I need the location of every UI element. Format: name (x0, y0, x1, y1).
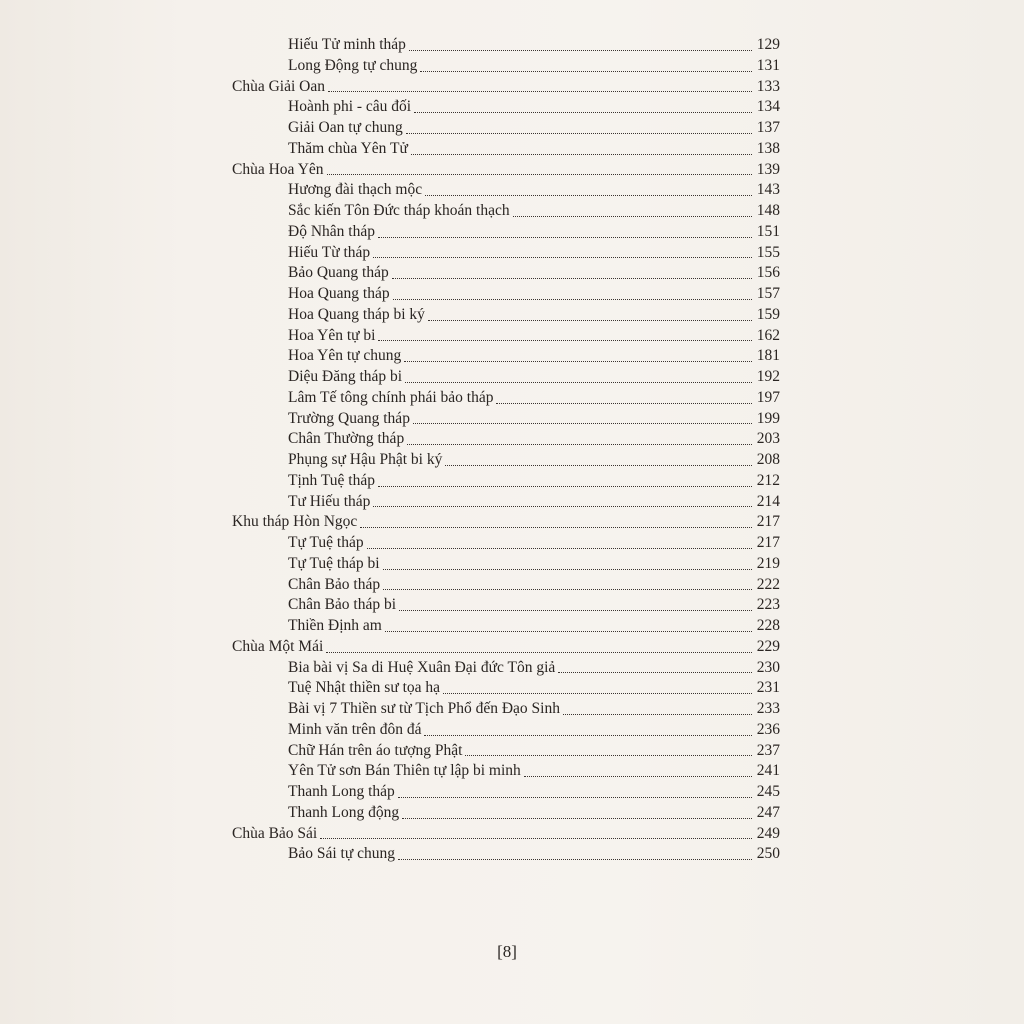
dot-leader (524, 761, 752, 782)
toc-entry-title: Hoa Quang tháp bi ký (288, 305, 425, 323)
toc-entry-page: 214 (756, 492, 780, 510)
dot-leader (558, 658, 752, 679)
toc-entry-page: 219 (756, 554, 780, 572)
toc-subentry (0, 741, 1024, 762)
toc-entry-title: Minh văn trên đôn đá (288, 720, 422, 738)
dot-leader (428, 305, 752, 326)
toc-entry-page: 236 (756, 720, 780, 738)
toc-entry-page: 129 (756, 36, 780, 53)
toc-entry-title: Thanh Long tháp (288, 783, 395, 800)
toc-entry-title: Thăm chùa Yên Tử (288, 139, 408, 157)
toc-entry-title: Hoa Yên tự bi (288, 326, 376, 344)
dot-leader (373, 243, 752, 264)
toc-entry-title: Bài vị 7 Thiền sư từ Tịch Phổ đến Đạo Sinh (288, 700, 560, 717)
toc-entry-page: 131 (756, 56, 780, 74)
toc-entry-title: Hoành phi - câu đối (288, 98, 412, 116)
toc-entry-title: Phụng sự Hậu Phật bi ký (288, 451, 443, 468)
dot-leader (383, 575, 752, 596)
dot-leader (326, 637, 752, 658)
toc-subentry (0, 803, 1024, 824)
dot-leader (378, 222, 752, 243)
toc-entry-title: Tự Tuệ tháp bi (288, 554, 380, 572)
toc-entry-page: 247 (756, 803, 780, 821)
dot-leader (328, 77, 752, 98)
dot-leader (409, 35, 752, 56)
toc-entry-page: 249 (756, 824, 780, 842)
toc-entry-title: Hương đài thạch mộc (288, 181, 423, 199)
toc-entry-page: 133 (756, 77, 780, 95)
toc-subentry (0, 326, 1024, 347)
dot-leader (378, 471, 752, 492)
toc-section-entry (0, 824, 1024, 845)
dot-leader (373, 492, 752, 513)
toc-subentry (0, 616, 1024, 637)
toc-section-entry (0, 637, 1024, 658)
dot-leader (411, 139, 752, 160)
toc-subentry (0, 388, 1024, 409)
toc-subentry (0, 595, 1024, 616)
toc-entry-page: 181 (756, 347, 780, 365)
toc-entry-page: 151 (756, 222, 780, 240)
toc-entry-page: 197 (756, 388, 780, 406)
toc-entry-page: 250 (756, 845, 780, 863)
toc-entry-title: Trường Quang tháp (288, 409, 410, 427)
toc-entry-title: Thiền Định am (288, 617, 382, 634)
toc-subentry (0, 782, 1024, 803)
toc-subentry (0, 761, 1024, 782)
toc-entry-title: Chân Bảo tháp (288, 575, 381, 593)
toc-entry-page: 223 (756, 596, 780, 614)
dot-leader (413, 409, 752, 430)
toc-entry-page: 222 (756, 575, 780, 593)
toc-subentry (0, 305, 1024, 326)
toc-entry-page: 233 (756, 700, 780, 717)
toc-entry-page: 159 (756, 305, 780, 323)
toc-entry-page: 138 (756, 139, 780, 157)
toc-subentry (0, 471, 1024, 492)
toc-subentry (0, 35, 1024, 56)
toc-entry-title: Khu tháp Hòn Ngọc (232, 513, 358, 531)
toc-section-entry (0, 77, 1024, 98)
dot-leader (420, 56, 752, 77)
toc-entry-page: 217 (756, 513, 780, 531)
toc-subentry (0, 554, 1024, 575)
toc-entry-title: Chùa Một Mái (232, 637, 324, 655)
dot-leader (378, 326, 752, 347)
toc-entry-page: 137 (756, 119, 780, 136)
dot-leader (465, 741, 752, 762)
toc-entry-title: Chùa Giải Oan (232, 77, 325, 95)
toc-entry-page: 231 (756, 679, 780, 697)
toc-entry-page: 134 (756, 98, 780, 116)
toc-subentry (0, 678, 1024, 699)
toc-entry-page: 245 (756, 783, 780, 800)
toc-section-entry (0, 160, 1024, 181)
dot-leader (367, 533, 752, 554)
toc-entry-page: 143 (756, 181, 780, 199)
toc-entry-title: Sắc kiến Tôn Đức tháp khoán thạch (288, 202, 510, 219)
toc-entry-title: Long Động tự chung (288, 56, 418, 74)
dot-leader (563, 699, 752, 720)
toc-subentry (0, 201, 1024, 222)
toc-entry-page: 229 (756, 637, 780, 655)
toc-subentry (0, 263, 1024, 284)
dot-leader (496, 388, 752, 409)
toc-entry-title: Tuệ Nhật thiền sư tọa hạ (288, 679, 441, 697)
dot-leader (414, 97, 752, 118)
toc-subentry (0, 533, 1024, 554)
toc-entry-page: 199 (756, 409, 780, 427)
toc-subentry (0, 243, 1024, 264)
toc-subentry (0, 139, 1024, 160)
toc-entry-page: 162 (756, 326, 780, 344)
toc-subentry (0, 118, 1024, 139)
toc-subentry (0, 97, 1024, 118)
dot-leader (513, 201, 752, 222)
toc-subentry (0, 450, 1024, 471)
toc-subentry (0, 658, 1024, 679)
dot-leader (392, 263, 752, 284)
toc-entry-page: 157 (756, 285, 780, 302)
toc-entry-title: Tự Tuệ tháp (288, 534, 364, 551)
dot-leader (398, 844, 752, 865)
dot-leader (425, 180, 752, 201)
toc-entry-title: Lâm Tế tông chính phái bảo tháp (288, 388, 494, 406)
toc-entry-title: Tư Hiếu tháp (288, 492, 371, 510)
toc-entry-title: Chân Bảo tháp bi (288, 596, 397, 614)
toc-entry-title: Yên Tử sơn Bán Thiên tự lập bi minh (288, 762, 521, 780)
dot-leader (402, 803, 752, 824)
toc-subentry (0, 367, 1024, 388)
toc-subentry (0, 180, 1024, 201)
toc-entry-title: Bia bài vị Sa di Huệ Xuân Đại đức Tôn giả (288, 658, 556, 676)
toc-entry-title: Chùa Bảo Sái (232, 824, 318, 842)
toc-subentry (0, 575, 1024, 596)
toc-entry-page: 241 (756, 762, 780, 780)
toc-entry-title: Độ Nhân tháp (288, 222, 375, 240)
toc-subentry (0, 56, 1024, 77)
toc-entry-page: 217 (756, 534, 780, 551)
toc-entry-page: 192 (756, 368, 780, 385)
toc-entry-page: 230 (756, 658, 780, 676)
dot-leader (407, 429, 752, 450)
toc-section-entry (0, 512, 1024, 533)
toc-subentry (0, 844, 1024, 865)
dot-leader (393, 284, 752, 305)
toc-entry-title: Hoa Yên tự chung (288, 347, 402, 365)
dot-leader (327, 160, 752, 181)
toc-entry-title: Hiếu Tử minh tháp (288, 36, 406, 53)
dot-leader (405, 367, 752, 388)
dot-leader (445, 450, 752, 471)
toc-entry-title: Bảo Quang tháp (288, 264, 389, 282)
toc-subentry (0, 429, 1024, 450)
dot-leader (398, 782, 752, 803)
dot-leader (385, 616, 752, 637)
toc-entry-page: 208 (756, 451, 780, 468)
toc-subentry (0, 346, 1024, 367)
toc-subentry (0, 699, 1024, 720)
toc-entry-page: 156 (756, 264, 780, 282)
toc-entry-title: Hoa Quang tháp (288, 285, 390, 302)
toc-entry-page: 148 (756, 202, 780, 219)
toc-entry-title: Chùa Hoa Yên (232, 160, 324, 178)
dot-leader (406, 118, 752, 139)
toc-entry-title: Thanh Long động (288, 803, 400, 821)
toc-entry-page: 203 (756, 430, 780, 448)
toc-entry-title: Giải Oan tự chung (288, 119, 403, 136)
dot-leader (360, 512, 752, 533)
toc-entry-title: Hiếu Từ tháp (288, 243, 371, 261)
toc-entry-page: 228 (756, 617, 780, 634)
toc-subentry (0, 222, 1024, 243)
toc-subentry (0, 409, 1024, 430)
toc-entry-page: 237 (756, 741, 780, 759)
toc-entry-page: 139 (756, 160, 780, 178)
toc-entry-title: Bảo Sái tự chung (288, 845, 395, 863)
toc-entry-page: 155 (756, 243, 780, 261)
toc-subentry (0, 284, 1024, 305)
dot-leader (443, 678, 752, 699)
toc-subentry (0, 492, 1024, 513)
dot-leader (320, 824, 752, 845)
dot-leader (399, 595, 752, 616)
toc-entry-title: Chân Thường tháp (288, 430, 405, 448)
table-of-contents (0, 35, 1024, 865)
toc-entry-title: Diệu Đăng tháp bi (288, 368, 403, 385)
dot-leader (404, 346, 752, 367)
toc-subentry (0, 720, 1024, 741)
dot-leader (424, 720, 752, 741)
toc-entry-page: 212 (756, 471, 780, 489)
dot-leader (383, 554, 752, 575)
toc-entry-title: Chữ Hán trên áo tượng Phật (288, 741, 463, 759)
page-number: [8] (497, 942, 517, 961)
toc-entry-title: Tịnh Tuệ tháp (288, 471, 375, 489)
